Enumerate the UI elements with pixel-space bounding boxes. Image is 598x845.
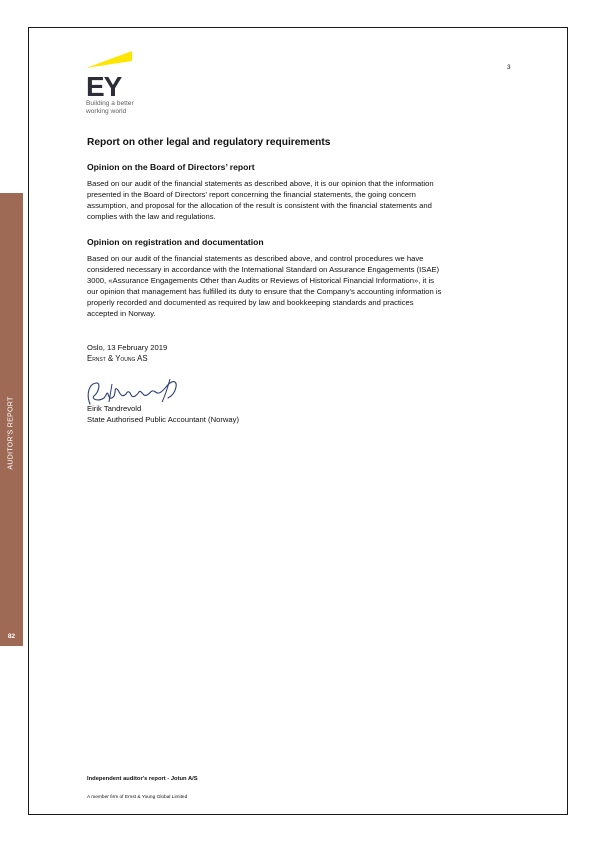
side-tab-page-number: 82: [7, 633, 16, 640]
signer-title: State Authorised Public Accountant (Norway): [87, 415, 240, 424]
side-tab-label: AUDITOR'S REPORT: [7, 396, 15, 470]
signer-name: Eirik Tandrevold: [87, 404, 142, 413]
section-side-tab: [0, 193, 23, 646]
page-number: 3: [507, 64, 511, 71]
footer-report-title: Independent auditor's report - Jotun A/S: [87, 776, 198, 782]
signoff-place-date: Oslo, 13 February 2019: [87, 343, 168, 352]
ey-logo-mark: EY: [86, 71, 122, 98]
ey-logo-icon: [86, 50, 146, 98]
paragraph-registration: Based on our audit of the financial statements as described above, and control procedures we have considered necessary in accordance with the International Standard on Assurance Engagements (ISAE) 3000, «Assurance Engagements Other than Audits or Reviews of Historical Financial Information», it is our opinion that management has fulfilled its duty to ensure that the Company's accounting information is properly recorded and documented as required by law and bookkeeping standards and practices accepted in Norway.: [87, 254, 442, 318]
paragraph-board-report: Based on our audit of the financial statements as described above, it is our opinion that the information presented in the Board of Directors' report concerning the financial statements, the going concern assumption, and proposal for the allocation of the result is consistent with the financial statements and complies with the law and regulations.: [87, 179, 434, 221]
ey-logo-tagline: Building a better working world: [86, 100, 134, 115]
section-heading-registration: Opinion on registration and documentation: [87, 237, 264, 247]
section-heading-board-report: Opinion on the Board of Directors’ report: [87, 162, 255, 172]
footer-member-note: A member firm of Ernst & Young Global Limited: [87, 795, 188, 800]
ey-logo: [86, 50, 146, 120]
signoff-firm: Ernst & Young AS: [87, 354, 148, 363]
report-title: Report on other legal and regulatory requirements: [87, 137, 331, 148]
